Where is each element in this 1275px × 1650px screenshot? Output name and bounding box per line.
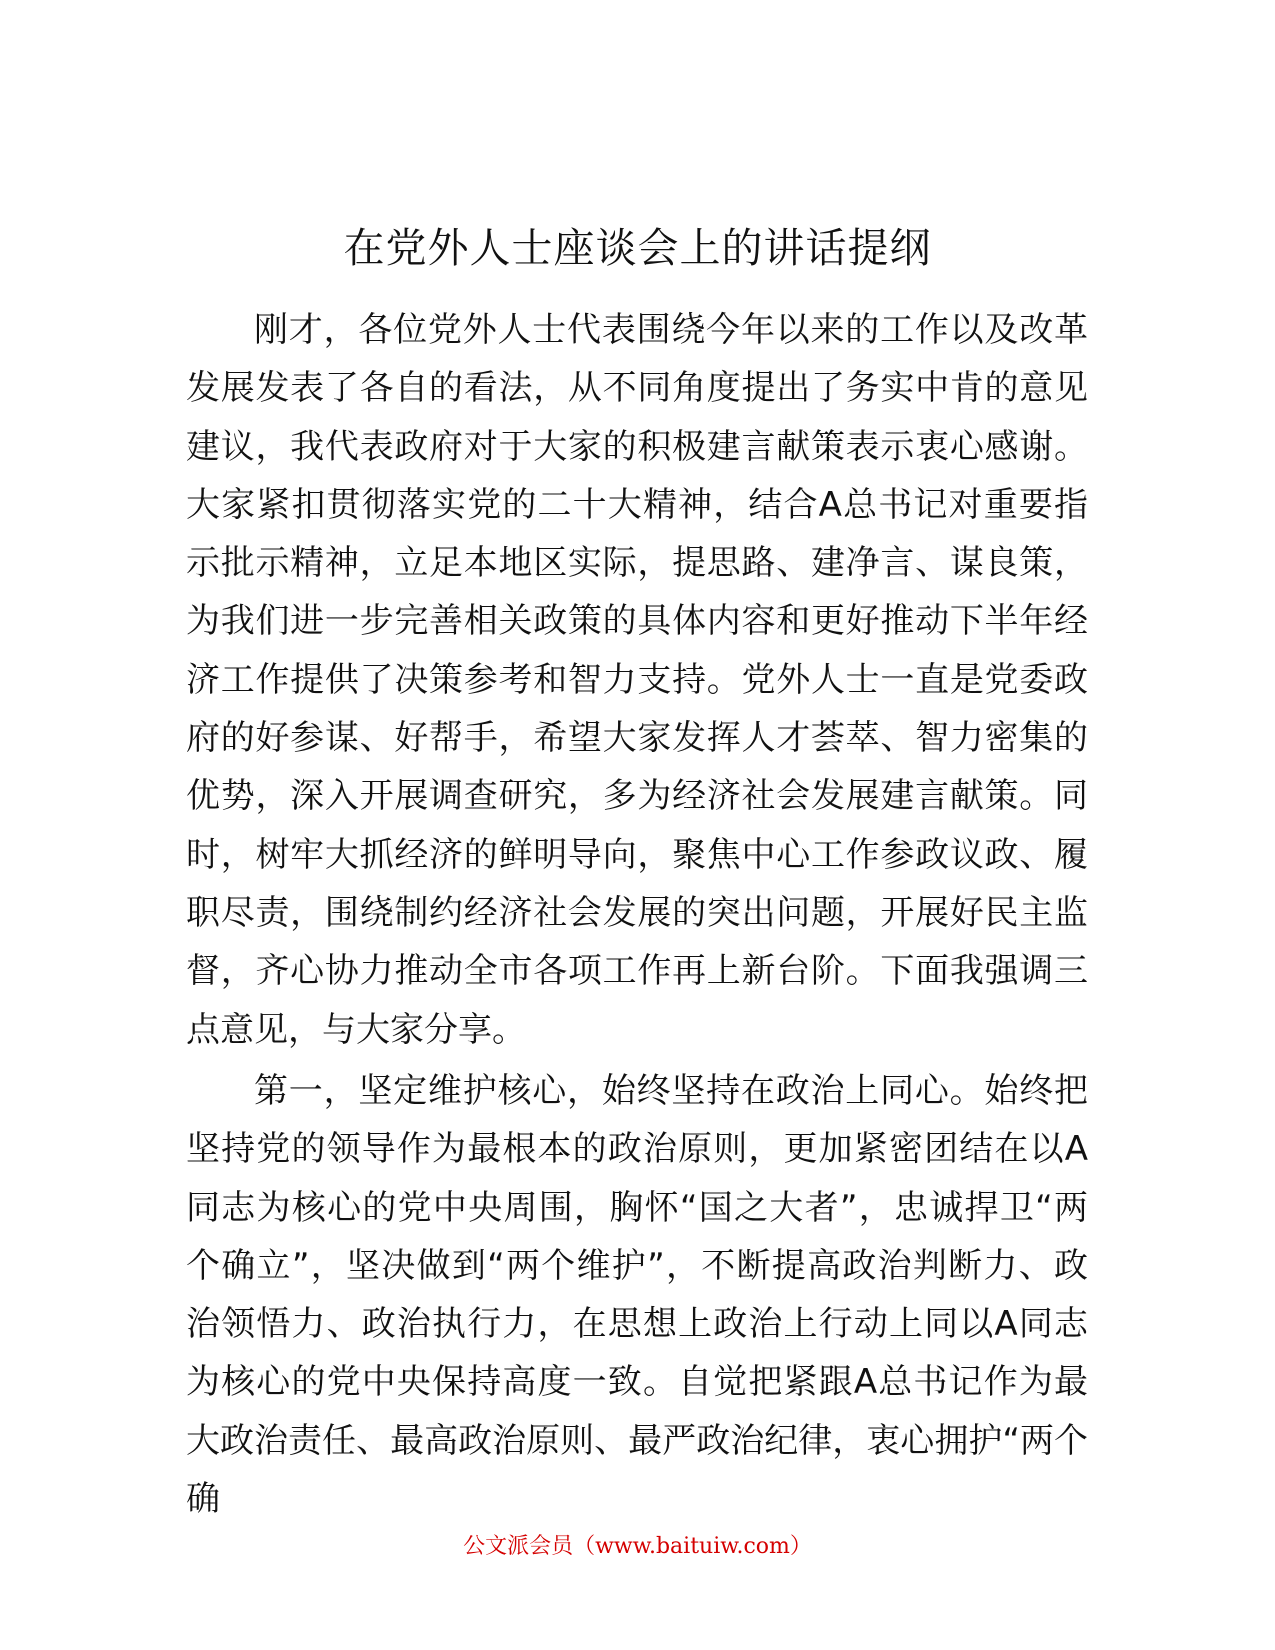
paragraph-2: 第一，坚定维护核心，始终坚持在政治上同心。始终把坚持党的领导作为最根本的政治原则，更加紧密团结在以A同志为核心的党中央周围，胸怀“国之大者”，忠诚捍卫“两个确立”，坚决做到“两个维护”，不断提高政治判断力、政治领悟力、政治执行力，在思想上政治上行动上同以A同志为核心的党中央保持高度一致。自觉把紧跟A总书记作为最大政治责任、最高政治原则、最严政治纪律，衷心拥护“两个确 bbox=[186, 1071, 1088, 1520]
paragraph-2-block bbox=[186, 1062, 1088, 1528]
footer-watermark-text: 公文派会员（www.baituiw.com） bbox=[463, 1534, 812, 1559]
document-title: 在党外人士座谈会上的讲话提纲 bbox=[343, 224, 932, 272]
paragraph-1-block bbox=[186, 301, 1088, 1059]
paragraph-1: 刚才，各位党外人士代表围绕今年以来的工作以及改革发展发表了各自的看法，从不同角度提出了务实中肯的意见建议，我代表政府对于大家的积极建言献策表示衷心感谢。大家紧扣贯彻落实党的二十大精神，结合A总书记对重要指示批示精神，立足本地区实际，提思路、建净言、谋良策，为我们进一步完善相关政策的具体内容和更好推动下半年经济工作提供了决策参考和智力支持。党外人士一直是党委政府的好参谋、好帮手，希望大家发挥人才荟萃、智力密集的优势，深入开展调查研究，多为经济社会发展建言献策。同时，树牢大抓经济的鲜明导向，聚焦中心工作参政议政、履职尽责，围绕制约经济社会发展的突出问题，开展好民主监督，齐心协力推动全市各项工作再上新台阶。下面我强调三点意见，与大家分享。 bbox=[186, 310, 1088, 1050]
